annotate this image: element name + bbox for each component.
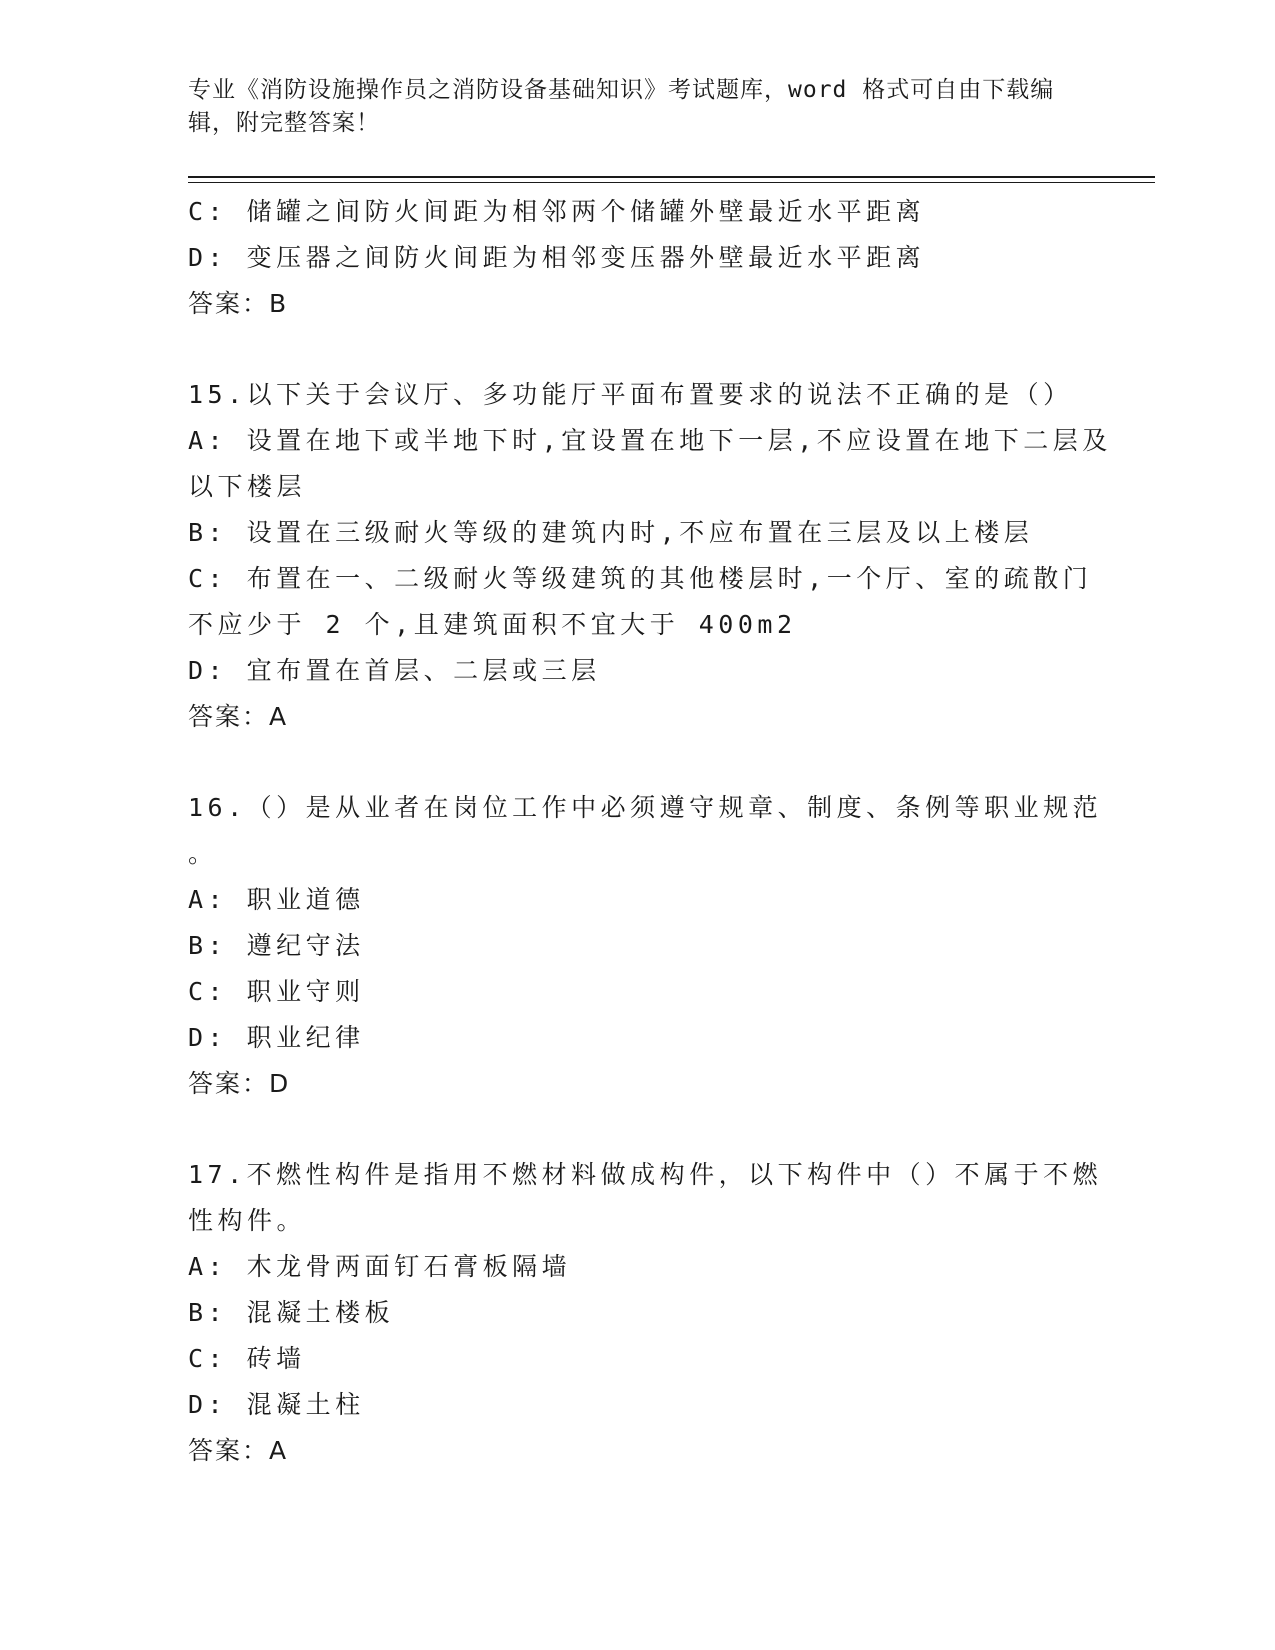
answer: 答案：B [188, 289, 289, 318]
option-c: C: 储罐之间防火间距为相邻两个储罐外壁最近水平距离 [188, 197, 926, 226]
question-17 [188, 1152, 1103, 1474]
document-header [188, 74, 1068, 140]
question-stem-line-1: 17.不燃性构件是指用不燃材料做成构件，以下构件中（）不属于不燃 [188, 1160, 1103, 1189]
option-d: D: 混凝土柱 [188, 1390, 365, 1419]
option-b: B: 设置在三级耐火等级的建筑内时,不应布置在三层及以上楼层 [188, 518, 1034, 547]
option-a-line-1: A: 设置在地下或半地下时,宜设置在地下一层,不应设置在地下二层及 [188, 426, 1112, 455]
document-body [188, 189, 1112, 1474]
option-a-line-2: 以下楼层 [188, 472, 307, 501]
option-d: D: 变压器之间防火间距为相邻变压器外壁最近水平距离 [188, 243, 926, 272]
question-16 [188, 785, 1103, 1107]
option-c: C: 职业守则 [188, 977, 365, 1006]
header-text: 专业《消防设施操作员之消防设备基础知识》考试题库，word 格式可自由下载编辑，附完整答案！ [188, 77, 1055, 136]
answer: 答案：A [188, 1436, 289, 1465]
question-stem: 15.以下关于会议厅、多功能厅平面布置要求的说法不正确的是（） [188, 380, 1073, 409]
question-stem-line-1: 16.（）是从业者在岗位工作中必须遵守规章、制度、条例等职业规范 [188, 793, 1103, 822]
header-rule-thin [188, 182, 1155, 183]
option-b: B: 混凝土楼板 [188, 1298, 395, 1327]
option-c-line-1: C: 布置在一、二级耐火等级建筑的其他楼层时,一个厅、室的疏散门 [188, 564, 1093, 593]
question-stem-line-2: 。 [188, 839, 218, 868]
option-c: C: 砖墙 [188, 1344, 306, 1373]
question-15 [188, 372, 1112, 740]
option-c-line-2: 不应少于 2 个,且建筑面积不宜大于 400m2 [188, 610, 797, 639]
option-d: D: 职业纪律 [188, 1023, 365, 1052]
header-rule-thick [188, 176, 1155, 178]
answer: 答案：A [188, 702, 289, 731]
question-14-continuation [188, 189, 1088, 327]
option-a: A: 职业道德 [188, 885, 365, 914]
option-a: A: 木龙骨两面钉石膏板隔墙 [188, 1252, 572, 1281]
option-d: D: 宜布置在首层、二层或三层 [188, 656, 601, 685]
answer: 答案：D [188, 1069, 291, 1098]
option-b: B: 遵纪守法 [188, 931, 365, 960]
question-stem-line-2: 性构件。 [188, 1206, 307, 1235]
